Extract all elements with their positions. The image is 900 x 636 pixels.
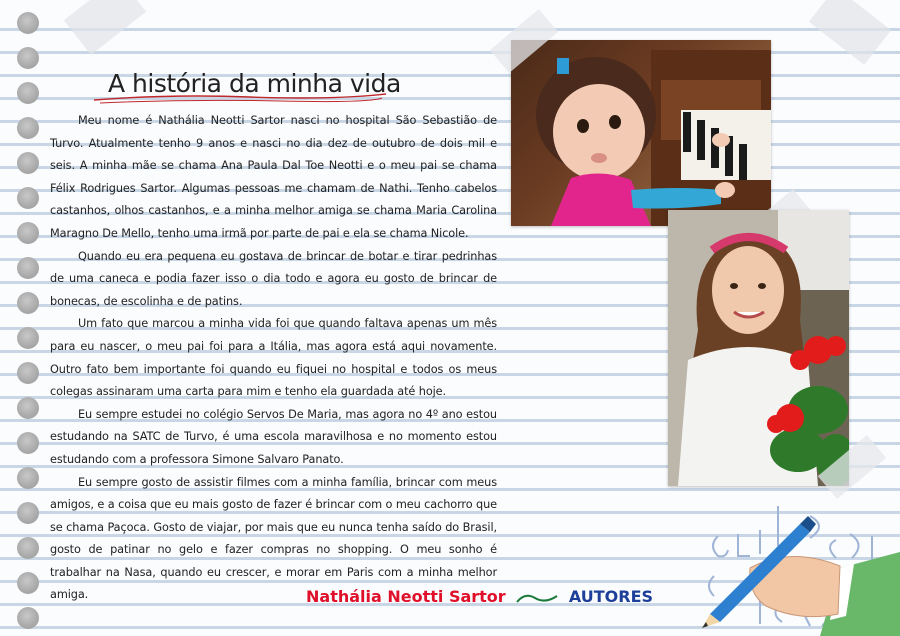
hole	[17, 12, 39, 34]
baby-at-piano-photo	[511, 40, 771, 226]
title-underline-decoration	[90, 88, 390, 108]
story-paragraph: Quando eu era pequena eu gostava de brincar de botar e tirar pedrinhas de uma caneca e podia fazer isso o dia todo e agora eu gosto de brincar de bonecas, de escolinha e de patins.	[50, 249, 497, 308]
hole	[17, 117, 39, 139]
hole	[17, 502, 39, 524]
hole	[17, 292, 39, 314]
story-text	[50, 110, 497, 607]
hole	[17, 607, 39, 629]
hole	[17, 47, 39, 69]
hole	[17, 467, 39, 489]
tape-top-right	[809, 0, 891, 65]
story-paragraph: Um fato que marcou a minha vida foi que quando faltava apenas um mês para eu nascer, o meu pai foi para a Itália, mas agora está aqui novamente. Outro fato bem importante foi quando eu fiquei no hospital e todos os meus colegas assinaram uma carta para mim e tenho ela guardada até hoje.	[50, 317, 497, 399]
story-paragraph: Eu sempre estudei no colégio Servos De Maria, mas agora no 4º ano estou estudando na SATC de Turvo, é uma escola maravilhosa e no momento estou estudando com a professora Simone Salvaro Panato.	[50, 407, 497, 466]
hole	[17, 82, 39, 104]
spiral-holes	[0, 0, 40, 636]
tape-top-left	[64, 0, 146, 55]
hole	[17, 362, 39, 384]
girl-with-flowers-photo	[668, 210, 849, 486]
swirl-icon	[515, 590, 559, 606]
hole	[17, 537, 39, 559]
hole	[17, 327, 39, 349]
hole	[17, 152, 39, 174]
hole	[17, 432, 39, 454]
hole	[17, 397, 39, 419]
hole	[17, 222, 39, 244]
author-name: Nathália Neotti Sartor	[306, 587, 506, 606]
hole	[17, 187, 39, 209]
signature	[306, 587, 653, 606]
story-paragraph: Eu sempre gosto de assistir filmes com a minha família, brincar com meus amigos, e a coisa que eu mais gosto de fazer é brincar com o meu cachorro que se chama Paçoca. Gosto de viajar, por mais que eu nunca tenha saído do Brasil, gosto de patinar no gelo e fazer compras no shopping. O meu sonho é trabalhar na Nasa, quando eu crescer, e morar em Paris com a minha melhor amiga.	[50, 475, 497, 602]
hole	[17, 257, 39, 279]
hole	[17, 572, 39, 594]
story-paragraph: Meu nome é Nathália Neotti Sartor nasci no hospital São Sebastião de Turvo. Atualmente tenho 9 anos e nasci no dia dez de outubro de dois mil e seis. A minha mãe se chama Ana Paula Dal Toe Neotti e o meu pai se chama Félix Rodrigues Sartor. Algumas pessoas me chamam de Nathi. Tenho cabelos castanhos, olhos castanhos, e a minha melhor amiga se chama Maria Carolina Maragno De Mello, tenho uma irmã por parte de pai e ela se chama Nicole.	[50, 114, 497, 240]
author-role: AUTORES	[568, 587, 654, 606]
page-title: A história da minha vida	[108, 68, 401, 98]
hand-writing-pen-illustration	[690, 496, 900, 636]
